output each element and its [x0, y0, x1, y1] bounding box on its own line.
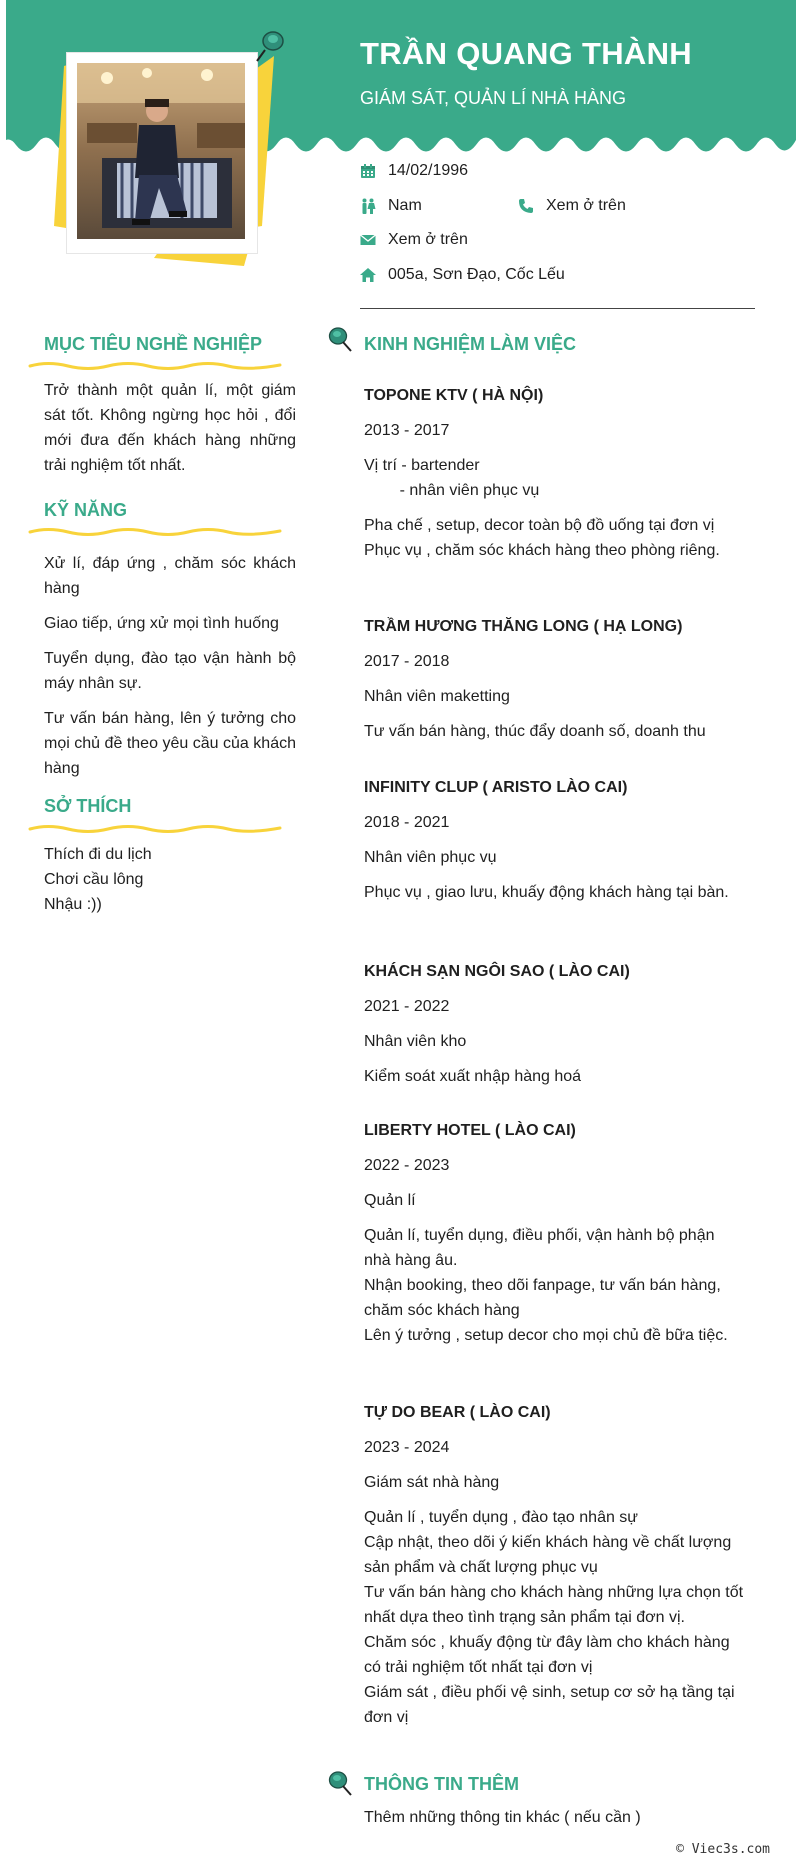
job-company: TOPONE KTV ( HÀ NỘI) — [364, 387, 544, 404]
gender-value: Nam — [388, 197, 422, 214]
job-entry — [364, 959, 744, 1089]
objective-title: MỤC TIÊU NGHỀ NGHIỆP — [44, 334, 263, 354]
job-company: TỰ DO BEAR ( LÀO CAI) — [364, 1404, 551, 1421]
pushpin-icon — [328, 1770, 354, 1803]
wavy-underline — [28, 823, 283, 835]
skills-list — [44, 551, 296, 791]
contact-email — [360, 231, 468, 249]
job-entry — [364, 1400, 744, 1730]
candidate-position: GIÁM SÁT, QUẢN LÍ NHÀ HÀNG — [360, 88, 627, 108]
profile-photo-card — [44, 26, 284, 276]
skill-item: Tư vấn bán hàng, lên ý tưởng cho mọi chủ đề theo yêu cầu của khách hàng — [44, 710, 296, 777]
contact-phone — [518, 197, 626, 215]
job-description: Pha chế , setup, decor toàn bộ đồ uống tại đơn vị Phục vụ , chăm sóc khách hàng theo phòng riêng. — [364, 517, 720, 559]
job-years: 2021 - 2022 — [364, 998, 450, 1015]
phone-value: Xem ở trên — [546, 197, 626, 214]
hobby-item: Chơi cầu lông — [44, 871, 144, 888]
job-years: 2018 - 2021 — [364, 814, 450, 831]
job-years: 2023 - 2024 — [364, 1439, 450, 1456]
job-years: 2022 - 2023 — [364, 1157, 450, 1174]
contact-info — [360, 160, 755, 310]
job-entry — [364, 775, 744, 905]
email-value: Xem ở trên — [388, 231, 468, 248]
extra-info-text: Thêm những thông tin khác ( nếu cần ) — [364, 1809, 641, 1826]
job-description: Kiểm soát xuất nhập hàng hoá — [364, 1068, 582, 1085]
objective-text: Trở thành một quản lí, một giám sát tốt. Không ngừng học hỏi , đổi mới đưa đến khách hàng những trải nghiệm tốt nhất. — [44, 382, 296, 474]
job-role: Giám sát nhà hàng — [364, 1474, 500, 1491]
contact-gender — [360, 197, 422, 215]
skills-title: KỸ NĂNG — [44, 500, 128, 520]
avatar — [77, 63, 245, 239]
contact-birthday — [360, 162, 468, 180]
pushpin-icon — [249, 26, 285, 71]
job-company: INFINITY CLUP ( ARISTO LÀO CAI) — [364, 779, 628, 796]
watermark: © Viec3s.com — [676, 1842, 770, 1857]
job-years: 2017 - 2018 — [364, 653, 450, 670]
phone-icon — [518, 198, 534, 214]
pushpin-icon — [328, 326, 354, 359]
skill-item: Xử lí, đáp ứng , chăm sóc khách hàng — [44, 555, 296, 597]
job-entry — [364, 614, 744, 744]
job-years: 2013 - 2017 — [364, 422, 450, 439]
job-description: Quản lí, tuyển dụng, điều phối, vận hành bộ phận nhà hàng âu. Nhận booking, theo dõi fanpage, tư vấn bán hàng, chăm sóc khách hàng Lên ý tưởng , setup decor cho mọi chủ đề bữa tiệc. — [364, 1227, 728, 1344]
job-role: Nhân viên maketting — [364, 688, 510, 705]
birthday-value: 14/02/1996 — [388, 162, 469, 179]
hobbies-list — [44, 842, 296, 917]
wavy-underline — [28, 360, 283, 372]
hobby-item: Thích đi du lịch — [44, 846, 152, 863]
mail-icon — [360, 232, 376, 248]
candidate-name: TRẦN QUANG THÀNH — [360, 36, 692, 71]
job-entry — [364, 1118, 744, 1348]
job-role: Nhân viên phục vụ — [364, 849, 497, 866]
job-entry — [364, 383, 744, 563]
wavy-underline — [28, 526, 283, 538]
hobby-item: Nhậu :)) — [44, 896, 102, 913]
home-icon — [360, 267, 376, 283]
calendar-icon — [360, 163, 376, 179]
job-role: Nhân viên kho — [364, 1033, 467, 1050]
experience-title: KINH NGHIỆM LÀM VIỆC — [364, 334, 577, 354]
skill-item: Tuyển dụng, đào tạo vận hành bộ máy nhân sự. — [44, 650, 296, 692]
job-company: TRẦM HƯƠNG THĂNG LONG ( HẠ LONG) — [364, 618, 683, 635]
address-value: 005a, Sơn Đạo, Cốc Lếu — [388, 266, 565, 283]
gender-icon — [360, 198, 376, 214]
contact-divider — [360, 308, 755, 309]
job-company: LIBERTY HOTEL ( LÀO CAI) — [364, 1122, 576, 1139]
job-description: Phục vụ , giao lưu, khuấy động khách hàng tại bàn. — [364, 884, 729, 901]
contact-address — [360, 266, 565, 284]
job-description: Quản lí , tuyển dụng , đào tạo nhân sự Cập nhật, theo dõi ý kiến khách hàng về chất lượng sản phẩm và chất lượng phục vụ Tư vấn bán hàng cho khách hàng những lựa chọn tốt nhất dựa theo tình trạng sản phẩm tại đơn vị. Chăm sóc , khuấy động từ đây làm cho khách hàng có trải nghiệm tốt nhất tại đơn vị Giám sát , điều phối vệ sinh, setup cơ sở hạ tầng tại đơn vị — [364, 1509, 744, 1726]
job-role: Quản lí — [364, 1192, 416, 1209]
extra-info-title: THÔNG TIN THÊM — [364, 1774, 519, 1794]
skill-item: Giao tiếp, ứng xử mọi tình huống — [44, 615, 279, 632]
job-description: Tư vấn bán hàng, thúc đẩy doanh số, doanh thu — [364, 723, 706, 740]
job-role: Vị trí - bartender - nhân viên phục vụ — [364, 457, 540, 499]
hobbies-title: SỞ THÍCH — [44, 796, 132, 816]
job-company: KHÁCH SẠN NGÔI SAO ( LÀO CAI) — [364, 963, 630, 980]
